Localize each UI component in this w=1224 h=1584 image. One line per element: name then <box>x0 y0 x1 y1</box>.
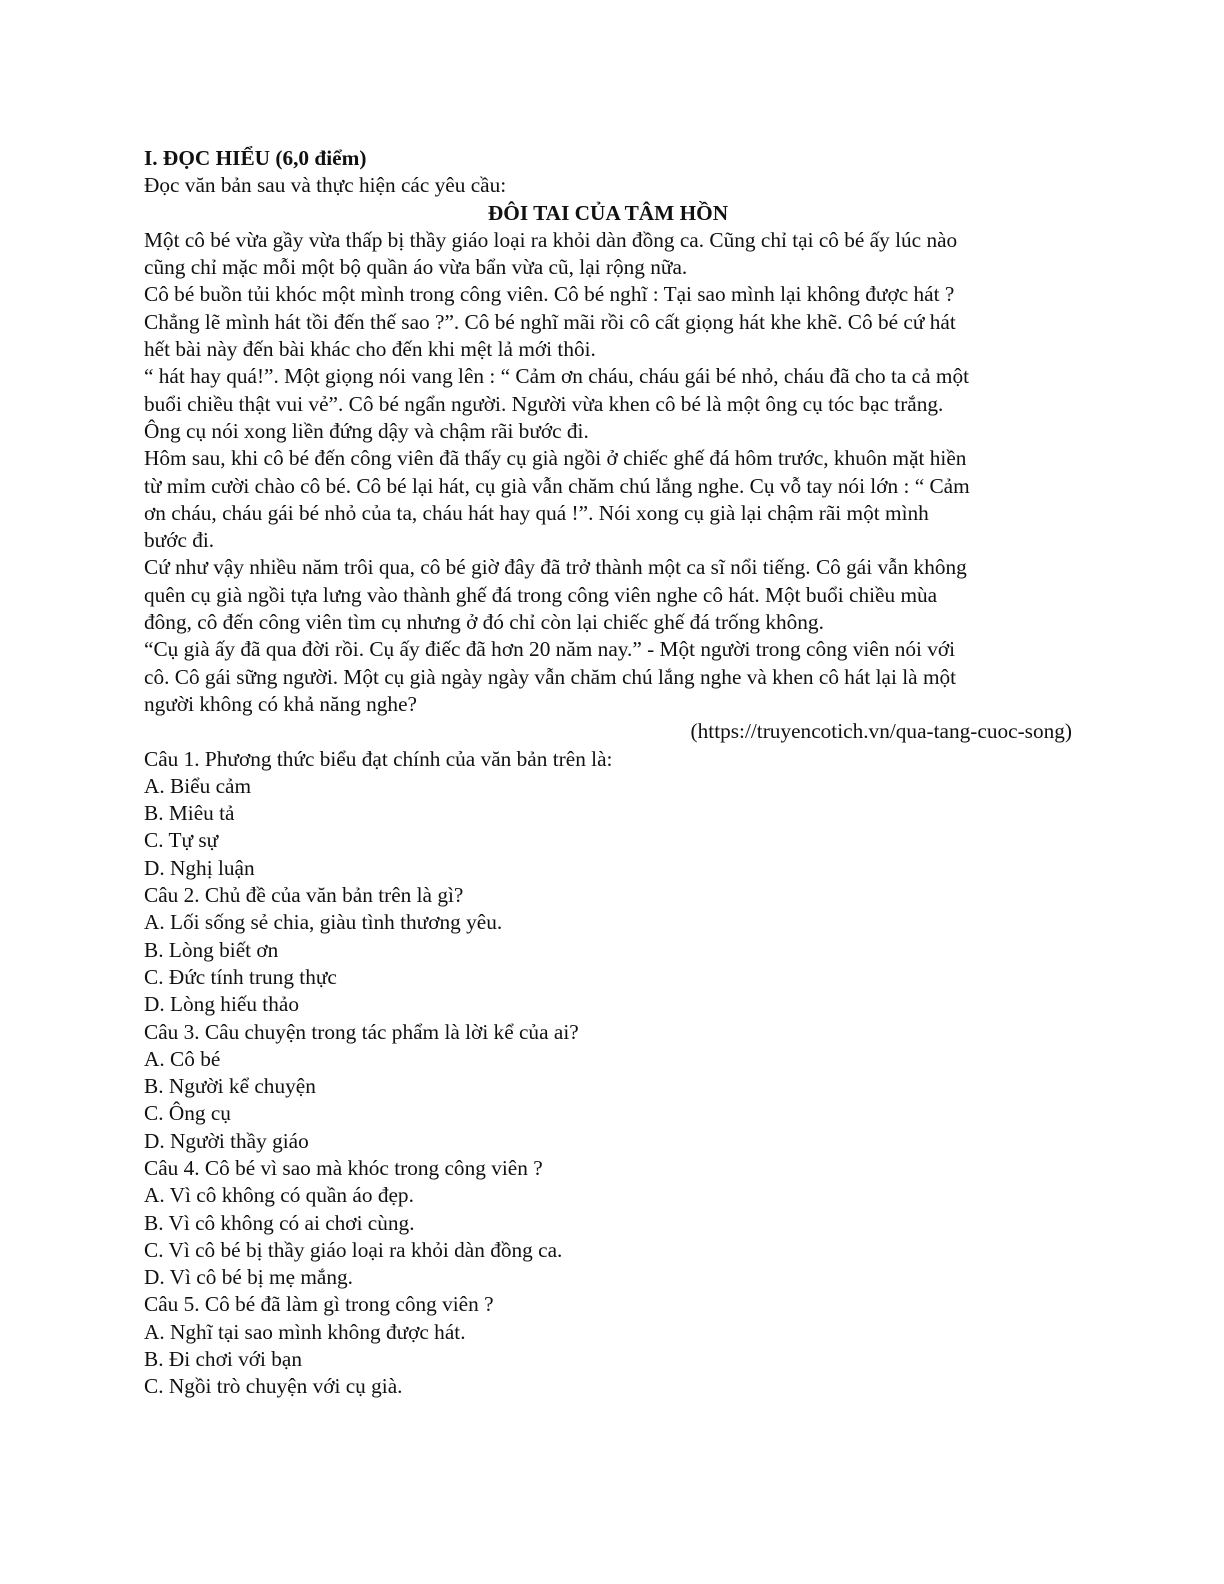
answer-option: C. Vì cô bé bị thầy giáo loại ra khỏi dàn đồng ca. <box>144 1237 563 1262</box>
story-line: quên cụ già ngồi tựa lưng vào thành ghế đá trong công viên nghe cô hát. Một buổi chiều mùa <box>144 582 938 607</box>
story-line: Chẳng lẽ mình hát tồi đến thế sao ?”. Cô bé nghĩ mãi rồi cô cất giọng hát khe khẽ. Cô bé cứ hát <box>144 309 956 334</box>
answer-option: B. Đi chơi với bạn <box>144 1347 302 1372</box>
story-line: từ mỉm cười chào cô bé. Cô bé lại hát, cụ già vẫn chăm chú lắng nghe. Cụ vỗ tay nói lớn : “ Cảm <box>144 473 970 498</box>
answer-option: B. Lòng biết ơn <box>144 937 279 962</box>
story-line: Một cô bé vừa gầy vừa thấp bị thầy giáo loại ra khỏi dàn đồng ca. Cũng chỉ tại cô bé ấy lúc nào <box>144 227 958 252</box>
question-3 <box>144 1019 1072 1155</box>
answer-option: B. Người kể chuyện <box>144 1074 316 1099</box>
question-text: Câu 1. Phương thức biểu đạt chính của văn bản trên là: <box>144 746 613 771</box>
question-text: Câu 3. Câu chuyện trong tác phẩm là lời kể của ai? <box>144 1019 579 1044</box>
story-body <box>144 227 1072 718</box>
question-text: Câu 5. Cô bé đã làm gì trong công viên ? <box>144 1292 494 1317</box>
story-line: ơn cháu, cháu gái bé nhỏ của ta, cháu hát hay quá !”. Nói xong cụ già lại chậm rãi một mình <box>144 500 929 525</box>
story-line: hết bài này đến bài khác cho đến khi mệt lả mới thôi. <box>144 337 596 362</box>
story-line: cô. Cô gái sững người. Một cụ già ngày ngày vẫn chăm chú lắng nghe và khen cô hát lại là một <box>144 664 957 689</box>
story-line: Cứ như vậy nhiều năm trôi qua, cô bé giờ đây đã trở thành một ca sĩ nổi tiếng. Cô gái vẫn không <box>144 555 967 580</box>
question-text: Câu 4. Cô bé vì sao mà khóc trong công viên ? <box>144 1155 543 1180</box>
question-2 <box>144 882 1072 1018</box>
section-heading: I. ĐỌC HIỂU (6,0 điểm) <box>144 146 367 170</box>
answer-option: D. Người thầy giáo <box>144 1128 309 1153</box>
answer-option: A. Vì cô không có quần áo đẹp. <box>144 1183 414 1208</box>
source-citation: (https://truyencotich.vn/qua-tang-cuoc-song) <box>690 719 1072 744</box>
story-line: buổi chiều thật vui vẻ”. Cô bé ngẩn người. Người vừa khen cô bé là một ông cụ tóc bạc trắng. <box>144 391 944 416</box>
answer-option: B. Miêu tả <box>144 801 235 826</box>
answer-option: D. Nghị luận <box>144 855 255 880</box>
story-line: Ông cụ nói xong liền đứng dậy và chậm rãi bước đi. <box>144 418 589 443</box>
story-line: Hôm sau, khi cô bé đến công viên đã thấy cụ già ngồi ở chiếc ghế đá hôm trước, khuôn mặt hiền <box>144 446 967 471</box>
question-4 <box>144 1155 1072 1291</box>
story-line: “ hát hay quá!”. Một giọng nói vang lên : “ Cảm ơn cháu, cháu gái bé nhỏ, cháu đã cho ta cả một <box>144 364 970 389</box>
story-title: ĐÔI TAI CỦA TÂM HỒN <box>487 200 729 225</box>
story-line: bước đi. <box>144 528 215 553</box>
answer-option: C. Ngồi trò chuyện với cụ già. <box>144 1374 403 1399</box>
question-5 <box>144 1291 1072 1400</box>
question-text: Câu 2. Chủ đề của văn bản trên là gì? <box>144 883 464 908</box>
story-line: người không có khả năng nghe? <box>144 691 417 716</box>
answer-option: A. Nghĩ tại sao mình không được hát. <box>144 1319 466 1344</box>
answer-option: A. Cô bé <box>144 1046 221 1071</box>
answer-option: C. Ông cụ <box>144 1101 231 1126</box>
answer-option: C. Đức tính trung thực <box>144 964 337 989</box>
document-page <box>144 145 1072 1401</box>
answer-option: B. Vì cô không có ai chơi cùng. <box>144 1210 415 1235</box>
answer-option: A. Biểu cảm <box>144 773 252 798</box>
answer-option: D. Vì cô bé bị mẹ mắng. <box>144 1265 353 1290</box>
answer-option: C. Tự sự <box>144 828 219 853</box>
story-line: “Cụ già ấy đã qua đời rồi. Cụ ấy điếc đã hơn 20 năm nay.” - Một người trong công viên nói với <box>144 637 956 662</box>
question-1 <box>144 746 1072 882</box>
story-line: Cô bé buồn tủi khóc một mình trong công viên. Cô bé nghĩ : Tại sao mình lại không được hát ? <box>144 282 955 307</box>
answer-option: D. Lòng hiếu thảo <box>144 992 299 1017</box>
answer-option: A. Lối sống sẻ chia, giàu tình thương yêu. <box>144 910 503 935</box>
story-line: đông, cô đến công viên tìm cụ nhưng ở đó chỉ còn lại chiếc ghế đá trống không. <box>144 610 824 635</box>
story-line: cũng chỉ mặc mỗi một bộ quần áo vừa bẩn vừa cũ, lại rộng nữa. <box>144 255 688 280</box>
instruction: Đọc văn bản sau và thực hiện các yêu cầu: <box>144 173 507 198</box>
